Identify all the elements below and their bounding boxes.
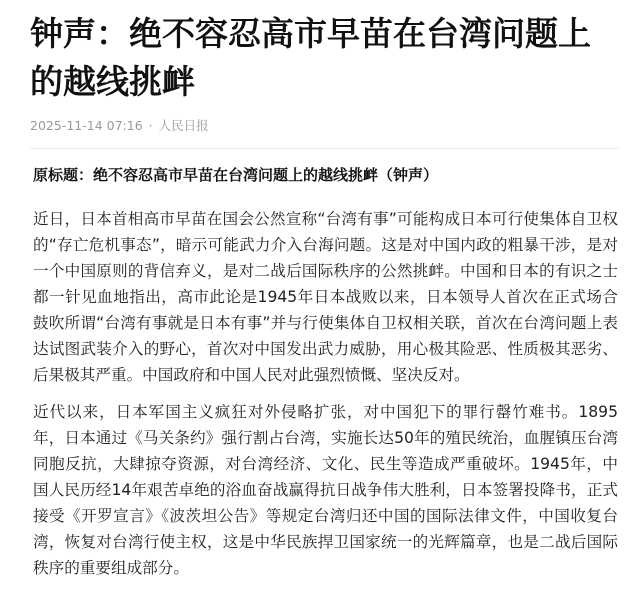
body-paragraph-2: 近代以来，日本军国主义疯狂对外侵略扩张，对中国犯下的罪行罄竹难书。1895年，日本通过《马关条约》强行割占台湾，实施长达50年的殖民统治，血腥镇压台湾同胞反抗，大肆掠夺资源，对台湾经济、文化、民生等造成严重破坏。1945年，中国人民历经14年艰苦卓绝的浴血奋战赢得抗日战争伟大胜利，日本签署投降书，正式接受《开罗宣言》《波茨坦公告》等规定台湾归还中国的国际法律文件，中国收复台湾，恢复对台湾行使主权，这是中华民族捍卫国家统一的光辉篇章，也是二战后国际秩序的重要组成部分。 — [33, 403, 618, 577]
body-paragraph-1: 近日，日本首相高市早苗在国会公然宣称“台湾有事”可能构成日本可行使集体自卫权的“存亡危机事态”，暗示可能武力介入台海问题。这是对中国内政的粗暴干涉，是对一个中国原则的背信弃义，是对二战后国际秩序的公然挑衅。中国和日本的有识之士都一针见血地指出，高市此论是1945年日本战败以来，日本领导人首次在正式场合鼓吹所谓“台湾有事就是日本有事”并与行使集体自卫权相关联，首次在台湾问题上表达试图武装介入的野心，首次对中国发出武力威胁，用心极其险恶、性质极其恶劣、后果极其严重。中国政府和中国人民对此强烈愤慨、坚决反对。 — [33, 210, 618, 384]
publish-datetime: 2025-11-14 07:16 — [30, 118, 143, 133]
meta-separator: · — [148, 118, 153, 133]
header-divider — [30, 148, 620, 149]
article-title: 钟声：绝不容忍高市早苗在台湾问题上的越线挑衅 — [30, 14, 591, 101]
source-name: 人民日报 — [158, 118, 209, 133]
original-title: 原标题：绝不容忍高市早苗在台湾问题上的越线挑衅（钟声） — [33, 166, 439, 184]
article-meta — [30, 117, 209, 135]
